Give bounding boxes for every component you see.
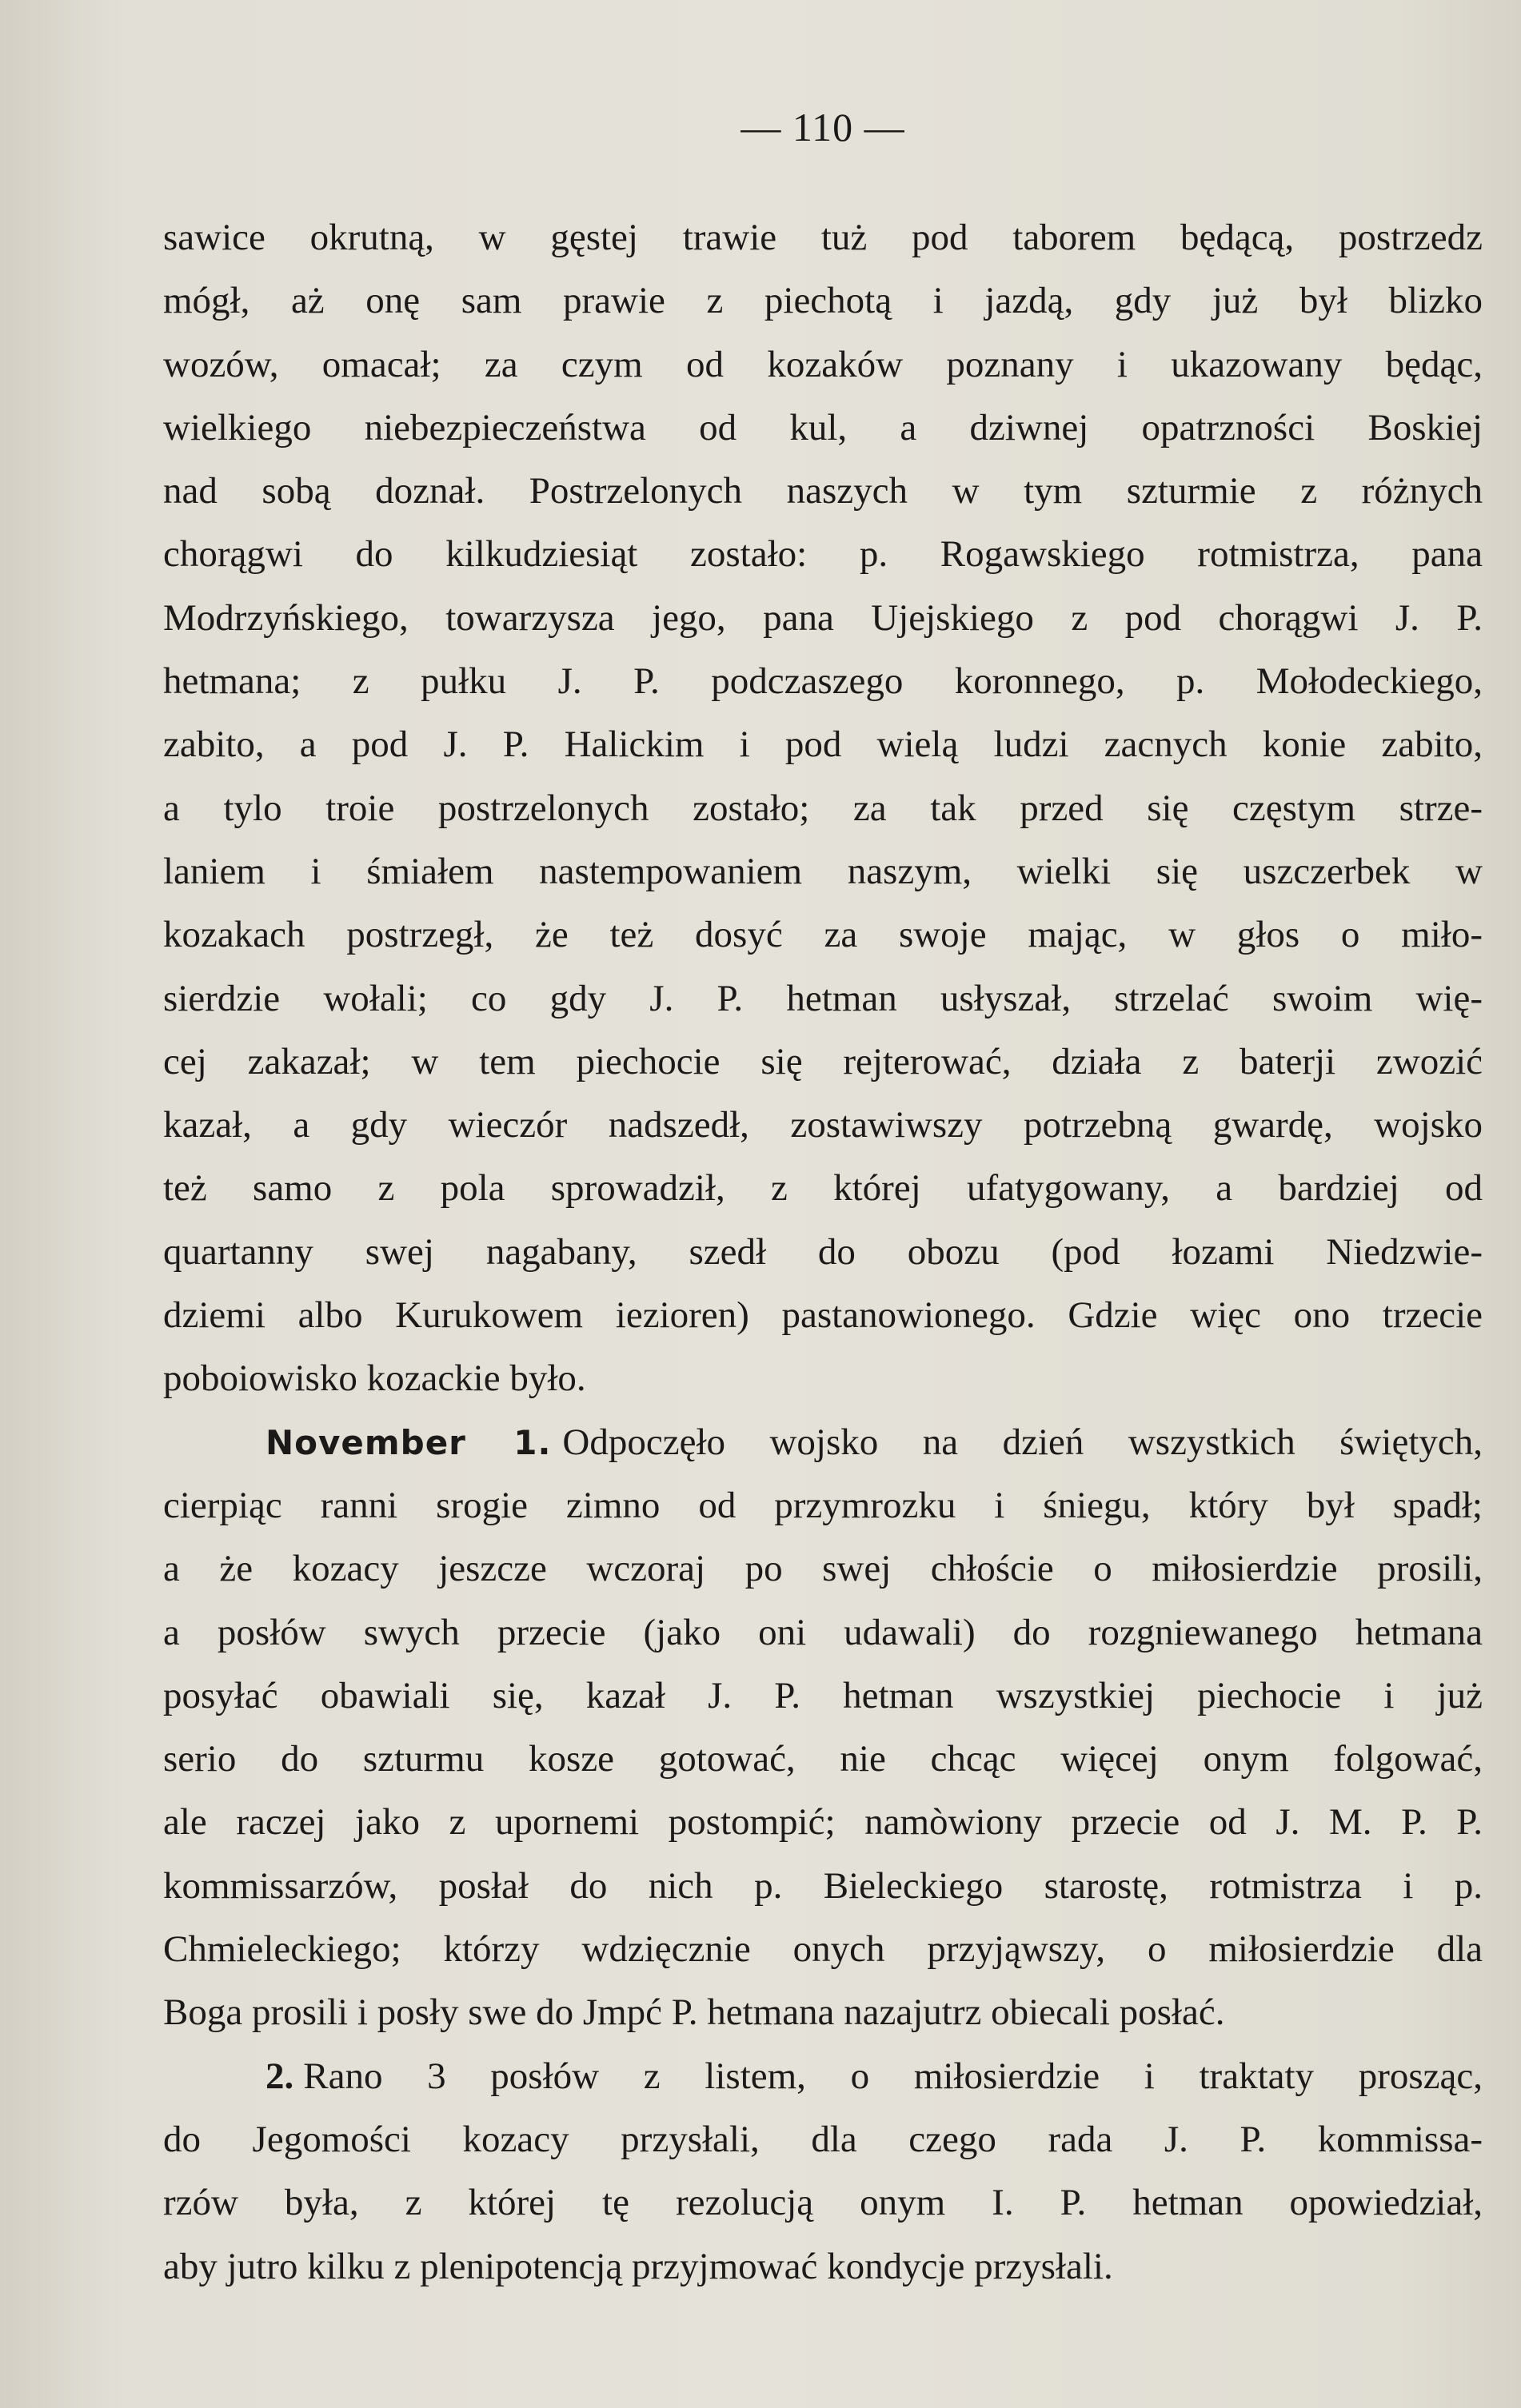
text-line xyxy=(163,1411,1483,1474)
text-line: Chmieleckiego; którzy wdzięcznie onych przyjąwszy, o miłosierdzie dla xyxy=(163,1928,1483,1971)
text-line: mógł, aż onę sam prawie z piechotą i jazdą, gdy już był blizko xyxy=(163,280,1483,322)
text-line: zabito, a pod J. P. Halickim i pod wielą ludzi zacnych konie zabito, xyxy=(163,724,1483,766)
text-line: sierdzie wołali; co gdy J. P. hetman usłyszał, strzelać swoim wię- xyxy=(163,977,1483,1019)
entry-2 xyxy=(163,2045,1483,2298)
entry-body xyxy=(163,2108,1483,2298)
text-line: do Jegomości kozacy przysłali, dla czego rada J. P. kommissa- xyxy=(163,2118,1483,2160)
text-line: kommissarzów, posłał do nich p. Bieleckiego starostę, rotmistrza i p. xyxy=(163,1864,1483,1907)
text-line: Modrzyńskiego, towarzysza jego, pana Ujejskiego z pod chorągwi J. P. xyxy=(163,596,1483,639)
text-line xyxy=(163,2045,1483,2108)
text-line: kazał, a gdy wieczór nadszedł, zostawiwszy potrzebną gwardę, wojsko xyxy=(163,1104,1483,1146)
text-line: serio do szturmu kosze gotować, nie chcąc więcej onym folgować, xyxy=(163,1738,1483,1780)
text-line: quartanny swej nagabany, szedł do obozu (pod łozami Niedzwie- xyxy=(163,1230,1483,1273)
entry-number-label: 2. xyxy=(265,2055,294,2097)
text-line: chorągwi do kilkudziesiąt zostało: p. Rogawskiego rotmistrza, pana xyxy=(163,533,1483,576)
paragraph-continuation xyxy=(163,206,1483,1411)
text-line: hetmana; z pułku J. P. podczaszego koronnego, p. Mołodeckiego, xyxy=(163,660,1483,703)
text-line: sawice okrutną, w gęstej trawie tuż pod taborem będącą, postrzedz xyxy=(163,217,1483,258)
page-number: — 110 — xyxy=(741,105,905,150)
entry-body xyxy=(163,1474,1483,2045)
text-line: cierpiąc ranni srogie zimno od przymrozku i śniegu, który był spadł; xyxy=(163,1484,1483,1526)
text-line: aby jutro kilku z plenipotencją przyjmować kondycje przysłali. xyxy=(163,2245,1113,2287)
text-line: laniem i śmiałem nastempowaniem naszym, wielki się uszczerbek w xyxy=(163,850,1483,892)
entry-first-line: Rano 3 posłów z listem, o miłosierdzie i traktaty prosząc, xyxy=(303,2055,1483,2097)
page-text xyxy=(163,206,1483,2298)
text-line: wielkiego niebezpieczeństwa od kul, a dziwnej opatrzności Boskiej xyxy=(163,406,1483,449)
text-line: a posłów swych przecie (jako oni udawali) do rozgniewanego hetmana xyxy=(163,1611,1483,1653)
text-line: ale raczej jako z upornemi postompić; namòwiony przecie od J. M. P. P. xyxy=(163,1801,1483,1844)
text-line: kozakach postrzegł, że też dosyć za swoje mając, w głos o miło- xyxy=(163,914,1483,956)
date-label: November 1. xyxy=(265,1422,552,1462)
text-line: a że kozacy jeszcze wczoraj po swej chłoście o miłosierdzie prosili, xyxy=(163,1548,1483,1590)
text-line: rzów była, z której tę rezolucją onym I. P. hetman opowiedział, xyxy=(163,2182,1483,2224)
text-line: też samo z pola sprowadził, z której ufatygowany, a bardziej od xyxy=(163,1167,1483,1210)
text-line: poboiowisko kozackie było. xyxy=(163,1357,586,1400)
text-line: dziemi albo Kurukowem iezioren) pastanowionego. Gdzie więc ono trzecie xyxy=(163,1294,1483,1337)
entry-november-1 xyxy=(163,1411,1483,2045)
text-line: posyłać obawiali się, kazał J. P. hetman wszystkiej piechocie i już xyxy=(163,1674,1483,1716)
entry-first-line: Odpoczęło wojsko na dzień wszystkich świętych, xyxy=(562,1421,1483,1463)
text-line: a tylo troie postrzelonych zostało; za tak przed się częstym strze- xyxy=(163,787,1483,829)
text-line: cej zakazał; w tem piechocie się rejterować, działa z baterji zwozić xyxy=(163,1040,1483,1082)
text-line: nad sobą doznał. Postrzelonych naszych w tym szturmie z różnych xyxy=(163,470,1483,512)
text-line: wozów, omacał; za czym od kozaków poznany i ukazowany będąc, xyxy=(163,343,1483,385)
text-line: Boga prosili i posły swe do Jmpć P. hetmana nazajutrz obiecali posłać. xyxy=(163,1991,1225,2034)
